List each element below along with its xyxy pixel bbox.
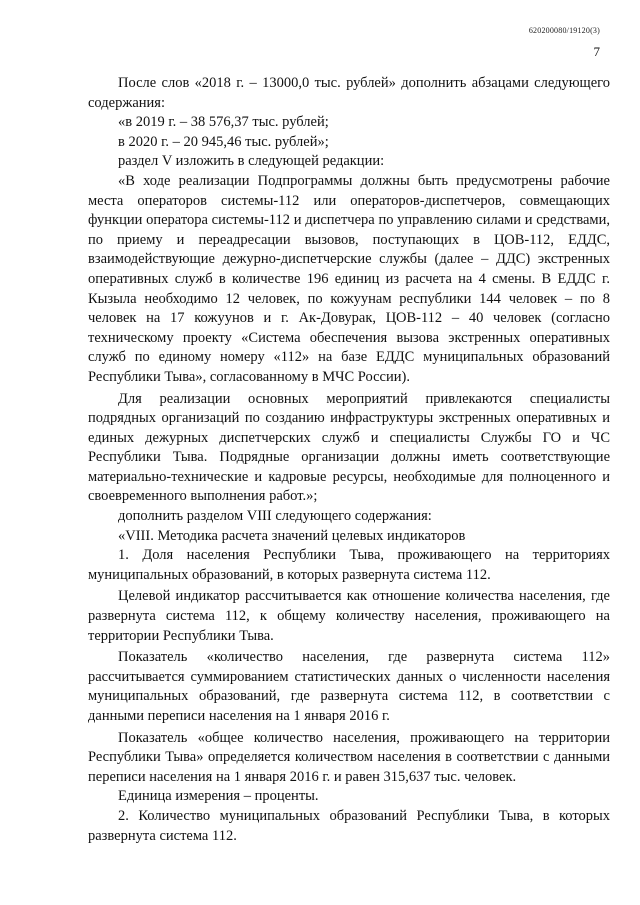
- paragraph-2019-amount: «в 2019 г. – 38 576,37 тыс. рублей;: [118, 114, 329, 131]
- paragraph-indicator-2: 2. Количество муниципальных образований Республики Тыва, в которых развернута система 112.: [88, 807, 610, 844]
- paragraph-indicator-1-calc: Целевой индикатор рассчитывается как отношение количества населения, где развернута система 112, к общему количеству населения, проживающего на территории Республики Тыва.: [88, 588, 610, 644]
- paragraph-indicator-1: 1. Доля населения Республики Тыва, проживающего на территориях муниципальных образований, в которых развернута система 112.: [88, 547, 610, 583]
- section-viii-heading: «VIII. Методика расчета значений целевых индикаторов: [118, 527, 466, 544]
- paragraph-section-v-workplaces: «В ходе реализации Подпрограммы должны быть предусмотрены рабочие места операторов системы-112 или операторов-диспетчеров, совмещающих функции оператора системы-112 и диспетчера по управлению силами и средствами, по приему и переадресации вызовов, поступающих в ЦОВ-112, ЕДДС, взаимодействующие дежурно-диспетчерские службы (далее – ДДС) экстренных оперативных служб в количестве 196 единиц из расчета на 4 смены. В ЕДДС г. Кызыла необходимо 12 человек, по кожуунам республики 144 человек – по 8 человек на 17 кожуунов и г. Ак-Довурак, ЦОВ-112 – 40 человек (согласно техническому проекту «Система обеспечения вызова экстренных оперативных служб по единому номеру «112» на базе ЕДДС муниципальных образований Республики Тыва», согласованному в МЧС России).: [88, 172, 610, 385]
- document-body: [88, 74, 610, 846]
- paragraph-section-v-intro: раздел V изложить в следующей редакции:: [118, 153, 385, 170]
- paragraph-section-v-contractors: Для реализации основных мероприятий привлекаются специалисты подрядных организаций по созданию инфраструктуры экстренных оперативных и единых дежурных диспетчерских служб и специалисты Службы ГО и ЧС Республики Тыва. Подрядные организации должны иметь соответствующие материально-технические и кадровые ресурсы, необходимые для полноценного и своевременного выполнения работ.»;: [88, 390, 610, 505]
- document-code: 620200080/19120(3): [528, 26, 600, 35]
- paragraph-total-population: Показатель «общее количество населения, проживающего на территории Республики Тыва» определяется количеством населения в соответствии с данными переписи населения на 1 января 2016 г. и равен 315,637 тыс. человек.: [88, 729, 610, 785]
- paragraph-amendment-intro: После слов «2018 г. – 13000,0 тыс. рублей» дополнить абзацами следующего содержания:: [88, 75, 610, 111]
- paragraph-2020-amount: в 2020 г. – 20 945,46 тыс. рублей»;: [118, 133, 329, 150]
- paragraph-unit-percent: Единица измерения – проценты.: [118, 788, 319, 805]
- paragraph-section-viii-intro: дополнить разделом VIII следующего содержания:: [118, 508, 432, 525]
- page-number: 7: [593, 44, 600, 59]
- paragraph-population-with-112: Показатель «количество населения, где развернута система 112» рассчитывается суммированием статистических данных о численности населения муниципальных образований, где развернута система 112, в соответствии с данными переписи населения на 1 января 2016 г.: [88, 649, 610, 724]
